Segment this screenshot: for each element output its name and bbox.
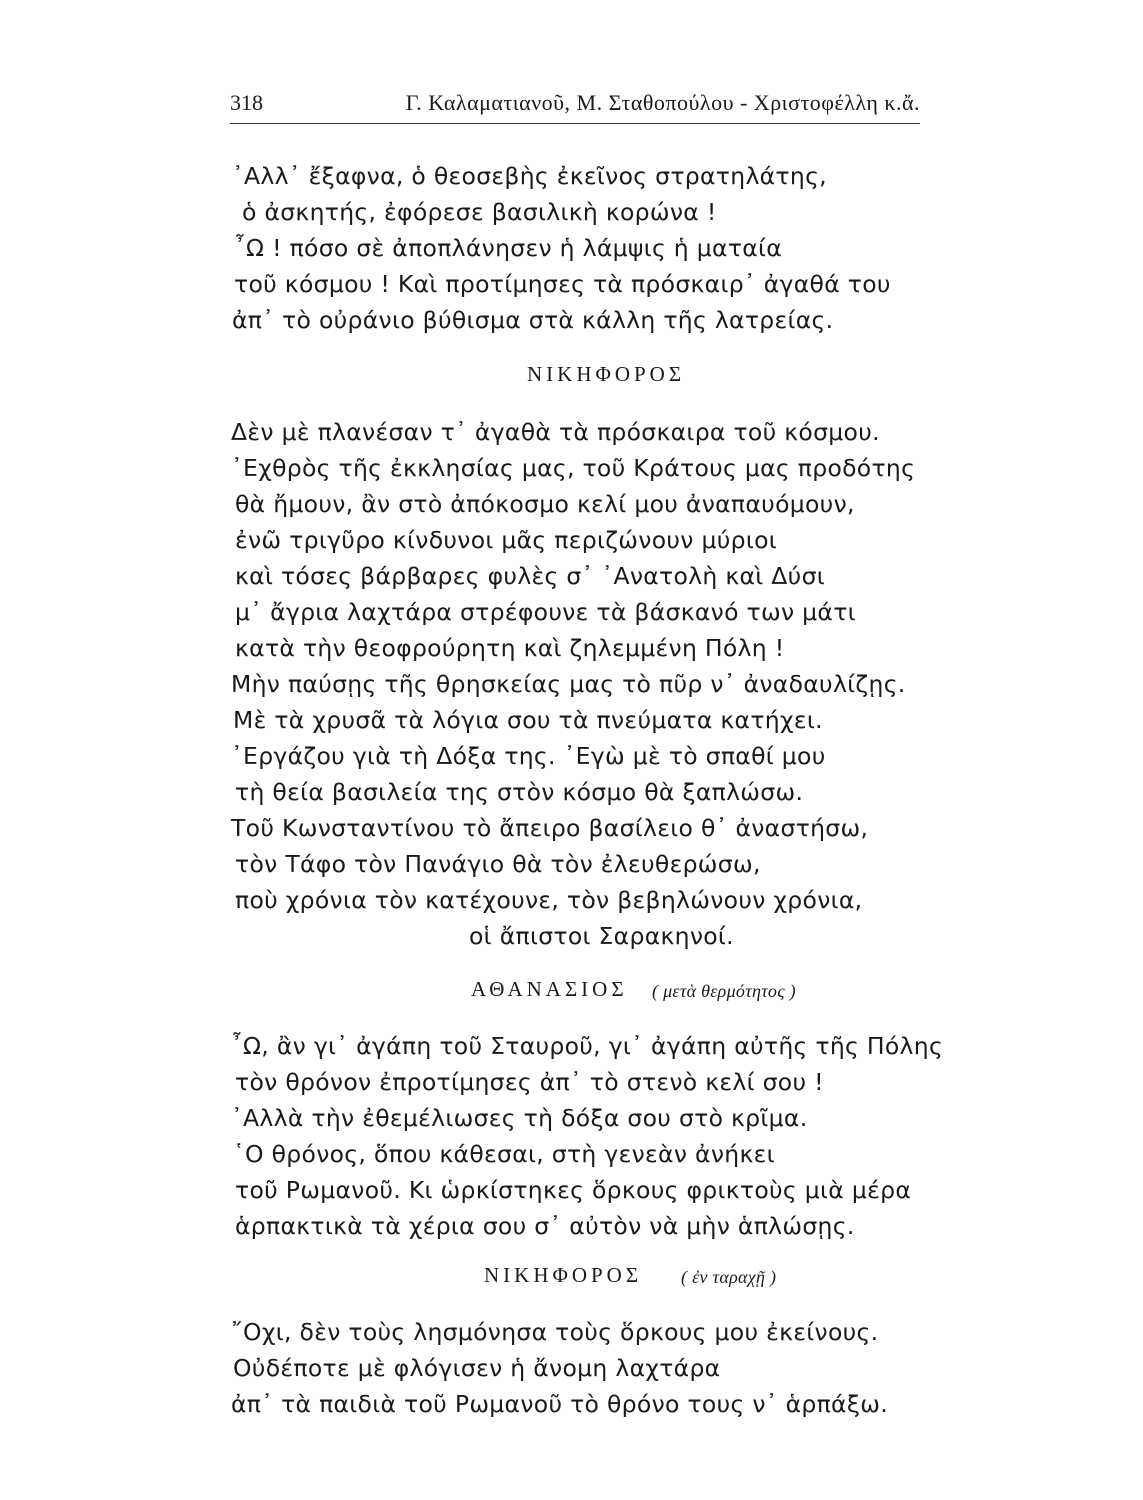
verse-line: Δὲν μὲ πλανέσαν τ᾽ ἀγαθὰ τὰ πρόσκαιρα τοῦ κόσμου.	[231, 418, 880, 446]
verse-line: μ᾽ ἄγρια λαχτάρα στρέφουνε τὰ βάσκανό των μάτι	[235, 598, 856, 626]
verse-line: καὶ τόσες βάρβαρες φυλὲς σ᾽ ᾽Ανατολὴ καὶ Δύσι	[235, 562, 826, 590]
stage-direction: ( μετὰ θερμότητος )	[652, 981, 796, 1001]
verse-line: κατὰ τὴν θεοφρούρητη καὶ ζηλεμμένη Πόλη !	[235, 634, 785, 662]
speaker-name: ΝΙΚΗΦΟΡΟΣ	[527, 362, 686, 386]
verse-line: ἁρπακτικὰ τὰ χέρια σου σ᾽ αὐτὸν νὰ μὴν ἁπλώσῃς.	[235, 1212, 855, 1240]
verse-line: οἱ ἄπιστοι Σαρακηνοί.	[469, 922, 734, 950]
verse-line: ῎Οχι, δὲν τοὺς λησμόνησα τοὺς ὅρκους μου ἐκείνους.	[231, 1318, 879, 1346]
page-header	[230, 84, 920, 124]
verse-line: ῏Ω ! πόσο σὲ ἀποπλάνησεν ἡ λάμψις ἡ ματαία	[234, 234, 783, 262]
page-number: 318	[230, 90, 263, 115]
verse-line: τοῦ Ρωμανοῦ. Κι ὡρκίστηκες ὅρκους φρικτοὺς μιὰ μέρα	[235, 1176, 912, 1204]
verse-line: ῏Ω, ἂν γι᾽ ἀγάπη τοῦ Σταυροῦ, γι᾽ ἀγάπη αὐτῆς τῆς Πόλης	[231, 1032, 944, 1060]
verse-line: Μὴν παύσῃς τῆς θρησκείας μας τὸ πῦρ ν᾽ ἀναδαυλίζῃς.	[231, 670, 906, 698]
verse-line: ἀπ᾽ τὰ παιδιὰ τοῦ Ρωμανοῦ τὸ θρόνο τους ν᾽ ἁρπάξω.	[231, 1390, 888, 1418]
verse-line: τὴ θεία βασιλεία της στὸν κόσμο θὰ ξαπλώσω.	[235, 778, 804, 806]
verse-line: ᾽Εργάζου γιὰ τὴ Δόξα της. ᾽Εγὼ μὲ τὸ σπαθί μου	[231, 742, 826, 770]
verse-line: ποὺ χρόνια τὸν κατέχουνε, τὸν βεβηλώνουν χρόνια,	[235, 886, 863, 914]
speaker-name: ΝΙΚΗΦΟΡΟΣ	[484, 1263, 643, 1287]
verse-line: ᾽Εχθρὸς τῆς ἐκκλησίας μας, τοῦ Κράτους μας προδότης	[231, 454, 916, 482]
verse-line: ὁ ἀσκητής, ἐφόρεσε βασιλικὴ κορώνα !	[242, 198, 717, 226]
verse-line: ἀπ᾽ τὸ οὐράνιο βύθισμα στὰ κάλλη τῆς λατρείας.	[232, 306, 834, 334]
running-head: Γ. Καλαματιανοῦ, Μ. Σταθοπούλου - Χριστοφέλλη κ.ἄ.	[405, 90, 920, 115]
verse-line: ἐνῶ τριγῦρο κίνδυνοι μᾶς περιζώνουν μύριοι	[235, 526, 778, 554]
header-rule	[230, 123, 920, 124]
verse-line: ᾽Αλλὰ τὴν ἐθεμέλιωσες τὴ δόξα σου στὸ κρῖμα.	[231, 1104, 808, 1132]
speaker-name: ΑΘΑΝΑΣΙΟΣ	[471, 977, 628, 1001]
verse-line: τὸν θρόνον ἐπροτίμησες ἀπ᾽ τὸ στενὸ κελί σου !	[235, 1068, 824, 1096]
verse-line: Οὐδέποτε μὲ φλόγισεν ἡ ἄνομη λαχτάρα	[233, 1354, 721, 1382]
verse-line: ᾽Αλλ᾽ ἔξαφνα, ὁ θεοσεβὴς ἐκεῖνος στρατηλάτης,	[232, 162, 827, 190]
verse-line: τὸν Τάφο τὸν Πανάγιο θὰ τὸν ἐλευθερώσω,	[235, 850, 761, 878]
verse-line: Τοῦ Κωνσταντίνου τὸ ἄπειρο βασίλειο θ᾽ ἀναστήσω,	[231, 814, 869, 842]
verse-line: Μὲ τὰ χρυσᾶ τὰ λόγια σου τὰ πνεύματα κατήχει.	[233, 706, 823, 734]
verse-line: τοῦ κόσμου ! Καὶ προτίμησες τὰ πρόσκαιρ᾽ ἀγαθά του	[234, 270, 891, 298]
verse-line: θὰ ἤμουν, ἂν στὸ ἀπόκοσμο κελί μου ἀναπαυόμουν,	[235, 490, 855, 518]
stage-direction: ( ἐν ταραχῇ )	[681, 1267, 777, 1287]
verse-line: ῾Ο θρόνος, ὅπου κάθεσαι, στὴ γενεὰν ἀνήκει	[233, 1140, 775, 1168]
